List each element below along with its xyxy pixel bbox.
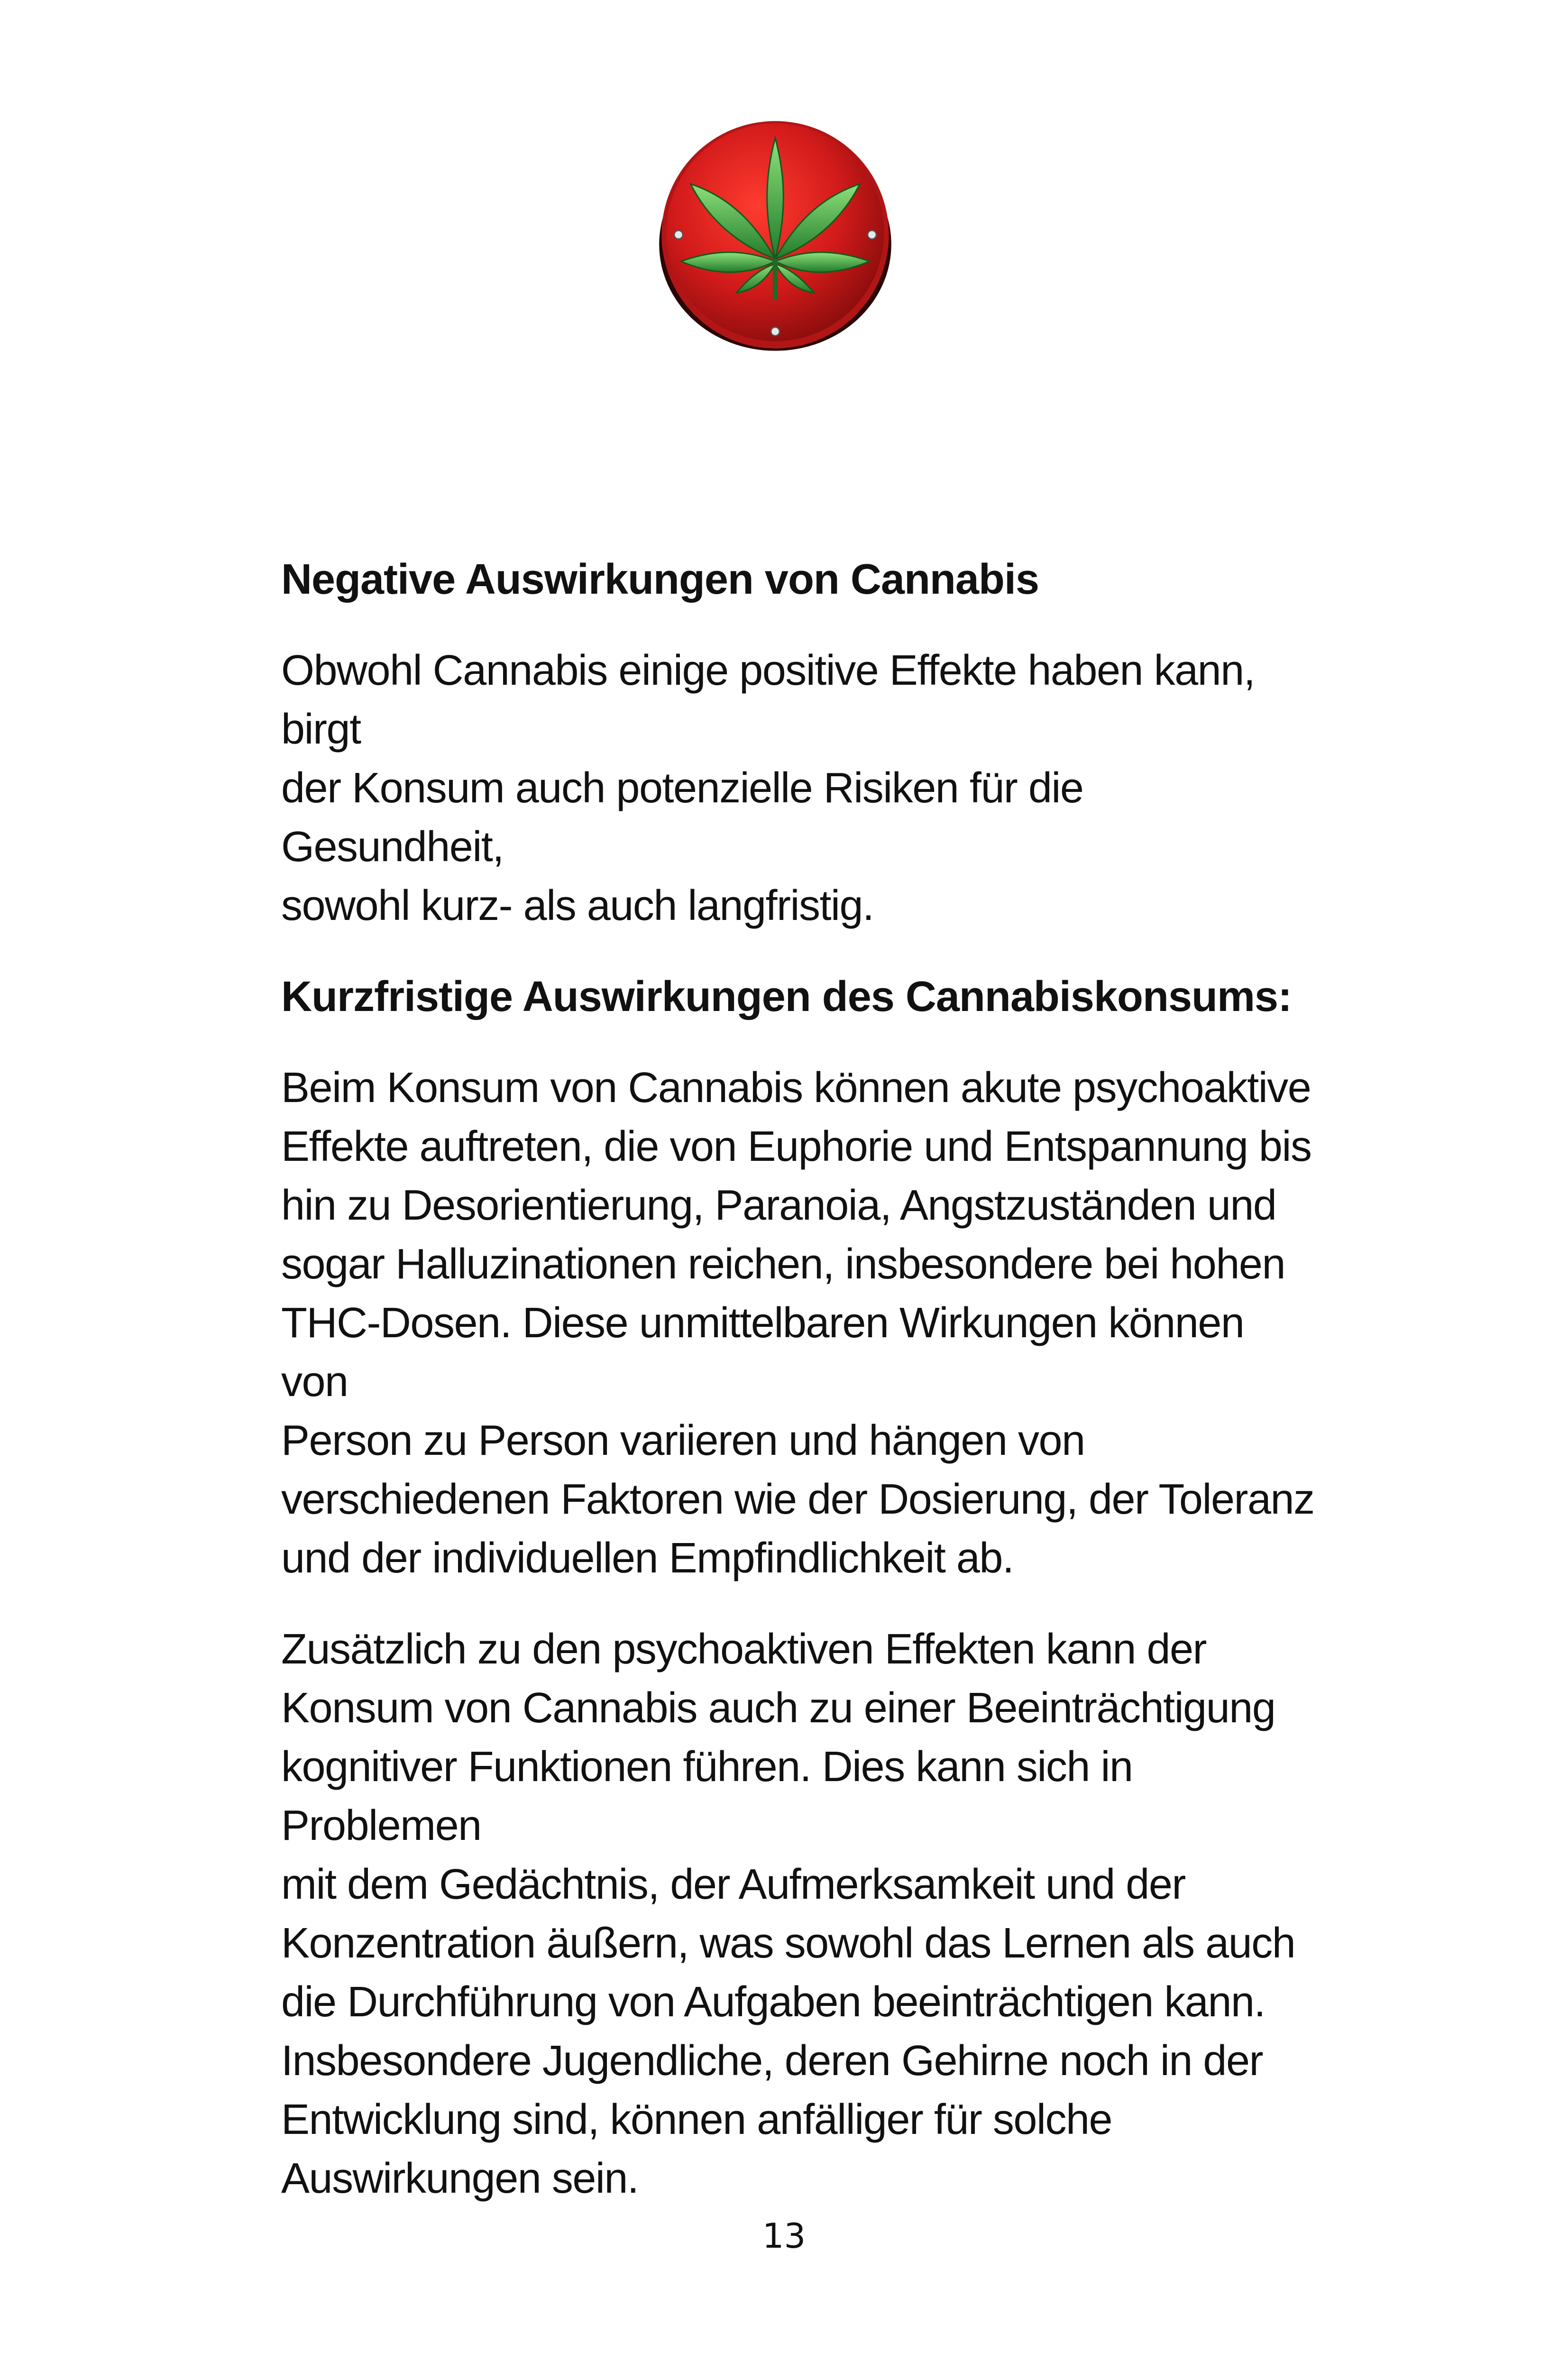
section-heading: Negative Auswirkungen von Cannabis <box>281 556 1039 603</box>
text-line: Konzentration äußern, was sowohl das Lernen als auch <box>281 1920 1295 1967</box>
document-body <box>281 550 1315 2208</box>
text-line: die Durchführung von Aufgaben beeinträchtigen kann. <box>281 1978 1265 2026</box>
text-line: Insbesondere Jugendliche, deren Gehirne noch in der <box>281 2037 1263 2085</box>
text-line: Konsum von Cannabis auch zu einer Beeinträchtigung <box>281 1684 1275 1732</box>
text-line: hin zu Desorientierung, Paranoia, Angstzuständen und <box>281 1182 1276 1229</box>
paragraph-short-term-effects <box>281 1058 1315 1588</box>
text-line: THC-Dosen. Diese unmittelbaren Wirkungen können von <box>281 1299 1244 1406</box>
text-line: Beim Konsum von Cannabis können akute psychoaktive <box>281 1064 1311 1112</box>
text-line: verschiedenen Faktoren wie der Dosierung, der Toleranz <box>281 1476 1314 1523</box>
text-line: kognitiver Funktionen führen. Dies kann sich in Problemen <box>281 1743 1133 1849</box>
text-line: Zusätzlich zu den psychoaktiven Effekten kann der <box>281 1626 1207 1673</box>
text-line: Auswirkungen sein. <box>281 2155 639 2202</box>
paragraph-intro <box>281 641 1315 935</box>
text-line: Obwohl Cannabis einige positive Effekte haben kann, birgt <box>281 647 1255 753</box>
page-number: 13 <box>762 2216 806 2256</box>
text-line: Person zu Person variieren und hängen von <box>281 1417 1085 1464</box>
paragraph-cognitive-effects <box>281 1620 1315 2208</box>
text-line: und der individuellen Empfindlichkeit ab. <box>281 1535 1014 1582</box>
subsection-heading: Kurzfristige Auswirkungen des Cannabiskonsums: <box>281 973 1292 1020</box>
text-line: der Konsum auch potenzielle Risiken für die Gesundheit, <box>281 764 1083 871</box>
text-line: sogar Halluzinationen reichen, insbesondere bei hohen <box>281 1241 1285 1288</box>
cannabis-leaf-icon <box>654 114 896 356</box>
text-line: sowohl kurz- als auch langfristig. <box>281 882 874 929</box>
text-line: Effekte auftreten, die von Euphorie und Entspannung bis <box>281 1123 1311 1170</box>
text-line: Entwicklung sind, können anfälliger für solche <box>281 2096 1112 2143</box>
text-line: mit dem Gedächtnis, der Aufmerksamkeit und der <box>281 1861 1185 1908</box>
